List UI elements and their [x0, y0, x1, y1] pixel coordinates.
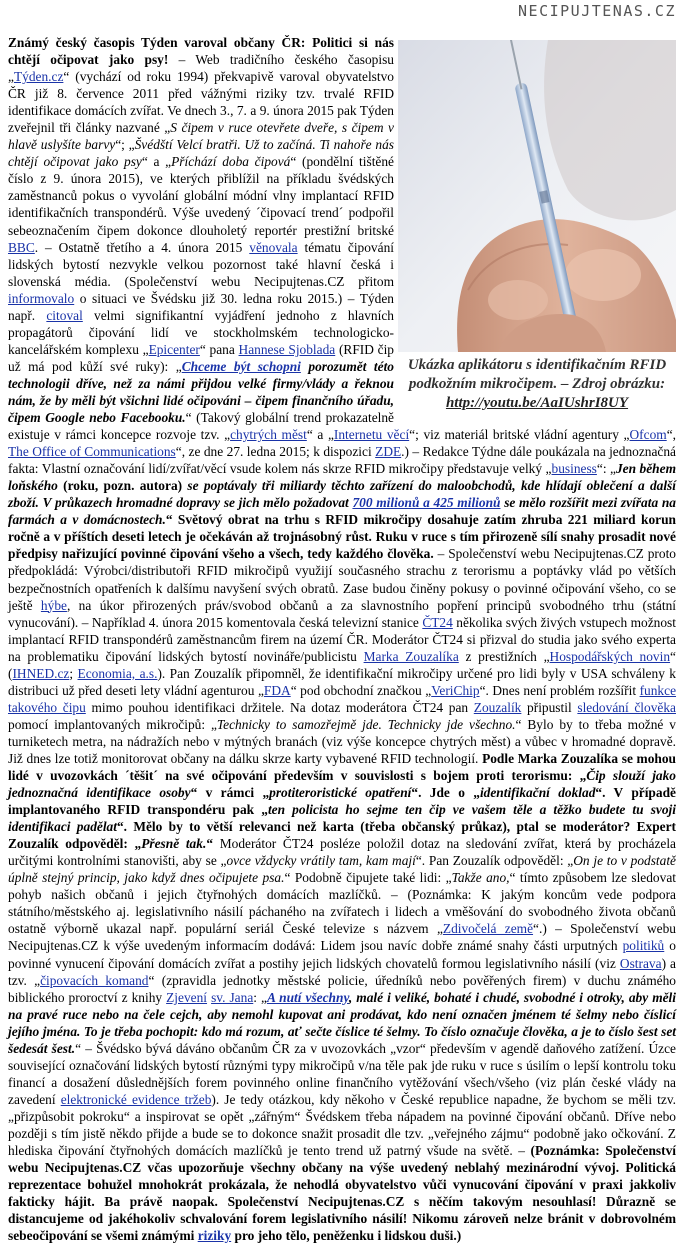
article-text: ). Pan Zouzalík připomněl, že identifikační mikročipy určené pro lidi byly v USA schváleny k distribuci už před deseti lety vládní agenturou „ [8, 665, 677, 698]
article-text: – Společenství webu Necipujtenas.CZ proto předpokládá: Výrobci/distributoři RFID mikročipů využijí současného strachu z terorismu a poptávky vlád po větších bezpečnostních opatřeních k dalšímu navyšení svých obratů. Zase budou činěny pokusy o povinné očipování všeho, co se ještě [8, 546, 676, 613]
article-link[interactable]: business [551, 461, 597, 477]
article-text: “ a „ [306, 427, 334, 443]
article-link[interactable]: Týden.cz [13, 69, 64, 85]
article-text: S čipem v ruce otevřete dveře, s čipem v hlavě uslyšíte barvy [8, 120, 394, 153]
article-text: Příchází doba čipová [171, 154, 291, 170]
article-text: “ (Takový globální trend prokazatelně existuje v rámci koncepce rozvoje tzv. „ [8, 410, 395, 443]
figure-spacer [394, 34, 676, 426]
article-link[interactable]: Economia, a.s. [77, 665, 158, 681]
article-text: “ (vychází od roku 1994) překvapivě varoval obyvatelstvo ČR již 8. července 2011 před vážnými riziky tzv. trvalé RFID identifikace domácích zvířat. Ve dnech 3., 7. a 9. února 2015 pak Týden zveřejnil tři články nazvané „ [8, 69, 394, 136]
article-link[interactable]: funkce takového čipu [8, 682, 677, 715]
article-text: “ ( [8, 648, 676, 681]
article-text: pro jeho tělo, peněženku i lidskou duši.) [231, 1228, 462, 1244]
article-link[interactable]: Zouzalík [473, 699, 522, 715]
article-text: pomocí implantovaných mikročipů: „ [8, 716, 217, 732]
article-text: se mělo rozšířit mezi zvířata na farmách a v domácnostech. [8, 495, 676, 528]
article-text: ovce vždycky vrátily tam, kam mají [226, 853, 416, 869]
article-text: “ (pondělní tištěné číslo z 9. února 2015), ve kterých přiblížil na příkladu švédských zaměstnanců pokus o vyvolání globální módní vlny implantací RFID identifikačních transpondérů. Výše uvedený ´čipovací trend´ podpořil sebeoznačením čipem dokonce dlouholetý reportér prestižní britské [8, 154, 394, 238]
article-link[interactable]: Internetu věcí [333, 427, 410, 443]
article-text: “, [666, 427, 676, 443]
article-link[interactable]: politiků [622, 938, 665, 954]
article-text: z prestižních „ [458, 648, 550, 664]
article-text: ) a tzv. „ [8, 955, 676, 988]
article-text: “ (zpravidla jednotky městské policie, úředníků nebo pověřených firem) v duchu známého biblického proroctví z knihy [8, 972, 676, 1005]
article-link[interactable]: A nutí všechny [266, 989, 349, 1005]
article-link[interactable]: informovalo [8, 290, 75, 306]
caption-line-1: Ukázka aplikátoru s identifikačním RFID [407, 357, 667, 373]
article-text: “. Jde o „ [411, 785, 480, 801]
article-link[interactable]: Hospodářských novin [549, 648, 671, 664]
article-text: “; viz materiál britské vládní agentury „ [409, 427, 630, 443]
article-link[interactable]: riziky [197, 1228, 232, 1244]
article-link[interactable]: chytrých měst [230, 427, 307, 443]
article-link[interactable]: Ostrava [619, 955, 662, 971]
article-text: Technicky to samozřejmě jde. Technicky jde všechno. [216, 716, 516, 732]
article-text: o situaci ve Švédsku již 30. ledna roku 2015.) – Týden např. [8, 290, 394, 323]
article-text: – Web tradičního českého časopisu „ [8, 52, 394, 85]
article-text: porozumět této technologii dříve, než za námi přijdou velké firmy/vlády a řeknou nám, že by měli být všichni lidé očipováni – čipem finančního úřadu, čipem Google nebo Facebooku. [8, 358, 395, 426]
article-text: “ a „ [141, 154, 172, 170]
article-text: Známý český časopis Týden varoval občany ČR: Politici si nás chtějí očipovat jako psy! [8, 35, 394, 68]
article-text: Švédští Velcí bratři. Už to začíná. Ti nahoře nás chtějí očipovat jako psy [8, 137, 394, 170]
article-text: identifikační doklad [479, 785, 596, 801]
article-link[interactable]: věnovala [249, 239, 298, 255]
article-text: “, ze dne 27. ledna 2015; k dispozici [175, 444, 376, 460]
article-text: “ Podobně čipujete také lidi: „ [284, 870, 452, 886]
article-text: “; „ [115, 137, 135, 153]
article-link[interactable]: citoval [46, 307, 83, 323]
article-link[interactable]: ZDE [375, 444, 402, 460]
article-text: tématu čipování lidských bytostí nezvykle velkou pozornost také hlavní česká i slovenská média. (Společenství webu Necipujtenas.CZ přitom [8, 239, 394, 289]
article-text: Přesně tak. [141, 836, 207, 852]
article-link[interactable]: The Office of Communications [8, 444, 176, 460]
article-text: “. Mělo by to větší relevanci než karta (třeba občanský průkaz), ptal se moderátor? Expert Zouzalík odpověděl: „ [8, 819, 676, 852]
article-text: Takže ano, [451, 870, 510, 886]
article-text: (RFID čip už má pod kůží své ruky): „ [8, 341, 395, 374]
article-text: “. V případě implantovaného RFID transpondéru pak „ [8, 785, 676, 818]
article-link[interactable]: BBC [8, 239, 35, 255]
article-text: “ [206, 836, 214, 852]
article-text: : „ [253, 989, 267, 1005]
article-link[interactable]: Chceme být schopni [181, 358, 301, 374]
article-text: “ Bylo by to třeba možné v turniketech metra, na nádražích nebo v mýtných branách (viz výše koncepce chytrých měst) a vůbec v hromadné dopravě. Již dnes lze totiž monitorovat občany na dálku skrze karty vybavené RFID technologií. [8, 716, 676, 766]
article-text: “. Dnes není problém rozšířit [479, 682, 640, 698]
article-text: velmi signifikantní vyjádření jednoho z hlavních propagátorů čipování lidí ve stockholmském technologicko-kancelářském komplexu „ [8, 307, 394, 357]
article-link[interactable]: ČT24 [422, 614, 453, 630]
article-text: ten policista ho sejme ten čip ve vašem těle a těžko budete tu svoji identifikaci padělat [8, 802, 676, 835]
article-text: “ pana [199, 341, 239, 357]
article-link[interactable]: Zdivočelá země [442, 921, 534, 937]
article-text: Podle Marka Zouzalíka se mohou lidé v uvozovkách ´těšit´ na své očipování především v souvislosti s bojem proti terorismu: „ [8, 750, 676, 784]
article-link[interactable]: Zjevení [166, 989, 208, 1005]
article-link[interactable]: Hannese Sjoblada [238, 341, 336, 357]
article-text: “.) – Společenství webu Necipujtenas.CZ k výše uvedeným informacím dodává: Lidem jsou navíc dobře známé snahy části urputných [8, 921, 676, 954]
article-text: se poptávaly tři miliardy těchto zařízení do maloobchodů, kde hlídají oblečení a další zboží. V průkazech hromadné dopravy se jich mělo požadovat [8, 478, 676, 511]
article-text: protiteroristické opatření [269, 785, 412, 801]
article-text: , na úkor přirozených práv/svobod občanů a za slavnostního popření principů svobodného trhu (státní vynucování). – Například 4. února 2015 komentovala česká televizní stanice [8, 597, 676, 630]
site-watermark: NECIPUJTENAS.CZ [518, 2, 676, 20]
article-text: “ pod obchodní značkou „ [290, 682, 432, 698]
article-link[interactable]: VeriChip [431, 682, 480, 698]
article-text: ). Je tedy otázkou, kdy někoho v České republice napadne, že bychom se měli tzv. „přizpůsobit pokroku“ a inspirovat se opět „zářným“ Švédskem třeba nápadem na povinné čipování občanů. Dříve nebo později s tím jistě někdo přijde a bude se to dokonce snažit prosadit dle tzv. „veřejného zájmu“ podobně jako očkování. Z hlediska čipování čtyřnohých domácích mazlíčků je tento trend už patrný všude na světě. – [8, 1091, 677, 1159]
article-link[interactable]: čipovacích komand [40, 972, 149, 988]
article-text: (Poznámka: Společenství webu Necipujtenas.CZ včas upozorňuje všechny občany na výše uvedený neblahý mezinárodní vývoj. Politická reprezentace bohužel mnohokrát prokázala, že nehodlá obyvatelstvo vůči vynucování čipování v praxi jakkoliv fakticky hájit. Ba právě naopak. Společenství Necipujtenas.CZ s něčím takovým nesouhlasí! Důrazně se distancujeme od jakéhokoliv schvalování forem legislativního násilí! Nikomu zároveň nelze bránit v dobrovolném sebeočipování se všemi známými [8, 1143, 676, 1244]
article-link[interactable]: sv. Jana [211, 989, 254, 1005]
article-link[interactable]: IHNED.cz [12, 665, 70, 681]
article-text: “. Pan Zouzalík odpověděl: „ [415, 853, 574, 869]
article-text: Jen během loňského [8, 461, 676, 494]
article-link[interactable]: FDA [263, 682, 291, 698]
article-text: . – Ostatně třetího a 4. února 2015 [34, 239, 250, 255]
article-text: mimo pouhou identifikaci držitele. Na dotaz moderátora ČT24 pan [85, 699, 474, 715]
article-text: , malé i veliké, bohaté i chudé, svobodné i otroky, aby měli na pravé ruce nebo na čele cejch, aby nemohl kupovat ani prodávat, kdo není označen jménem té šelmy nebo číslicí jejího jména. To je třeba pochopit: kdo má rozum, ať sečte číslice té šelmy. To číslo označuje člověka, a je to číslo šest set šedesát šest. [8, 989, 676, 1056]
article-link[interactable]: Ofcom [629, 427, 667, 443]
article-text: (roku, pozn. autora) [57, 478, 188, 494]
article-text: připustil [521, 699, 578, 715]
article-text: .) – Redakce Týdne dále poukázala na jednoznačná fakta: Vlastní označování lidí/zvířat/věcí vsude kolem nás skrze RFID mikročipy představuje velký „ [8, 444, 676, 477]
article-text: Moderátor ČT24 posléze položil dotaz na sledování zvířat, která by procházela určitými kontrolními stanovišti, aby se „ [8, 836, 677, 869]
article-text: ; [69, 665, 78, 681]
article-text: “ – Švédsko bývá dáváno občanům ČR za v uvozovkách „vzor“ především v agendě daňového zatížení. Úzce související označování lidských bytostí různými typy mikročipů v/na těle pak jde ruku v ruce s úsilím o lepší kontrolu toku financí a dosažení důslednějších forem povinného online finančního vytěžování všech/všeho (viz plán české vlády na zavedení [8, 1040, 677, 1107]
article-text: “ Světový obrat na trhu s RFID mikročipy dosahuje zatím zhruba 221 miliard korun ročně a v příštích deseti letech je očekáván až trojnásobný růst. Ruku v ruce s tím přirozeně sílí snahy prosadit nové předpisy nařizující povinné čipování všeho a všech, tedy každého člověka. [8, 512, 676, 562]
article-text: o povinné vynucení čipování domácích zvířat a postihy jejich lidských chovatelů formou legislativního násilí (viz [8, 938, 677, 971]
caption-source-link[interactable]: http://youtu.be/AaIUshrI8UY [445, 395, 629, 411]
article-link[interactable]: hýbe [40, 597, 67, 613]
article-link[interactable]: 700 milionů a 425 milionů [352, 495, 501, 511]
article-link[interactable]: Marka Zouzalíka [363, 648, 459, 664]
article-text: “: „ [596, 461, 616, 477]
article-text: “ tímto způsobem lze sledovat pohyb našich občanů i jejich čtyřnohých domácích mazlíčků. – (Poznámka: K jakým koncům vede podpora státního/městského aj. legislativního násilí páchaného na zvířatech i lidech a vměšování do svobodného života občanů ostatně výborně ukazal např. populární seriál České televize s názvem „ [8, 870, 676, 937]
article-text: Čip slouží jako jednoznačná identifikace osoby [8, 768, 677, 801]
caption-line-2: podkožním mikročipem. – Zdroj obrázku: [408, 376, 666, 392]
article-link[interactable]: sledování člověka [577, 699, 676, 715]
article-text: On je to v podstatě úplně stejný princip, jako když dnes očipujete psa. [8, 853, 676, 886]
article-text: “ v rámci „ [190, 785, 270, 801]
article-text: několika svých živých vstupech možnost implantací RFID transpondérů zaměstnancům firem na území ČR. Moderátor ČT24 si přizval do studia jako svého experta na problematiku čipování lidských bytostí novináře/publicistu [8, 614, 676, 664]
article-link[interactable]: elektronické evidence tržeb [60, 1091, 212, 1107]
article-link[interactable]: Epicenter [148, 341, 200, 357]
article-body [8, 34, 676, 1244]
